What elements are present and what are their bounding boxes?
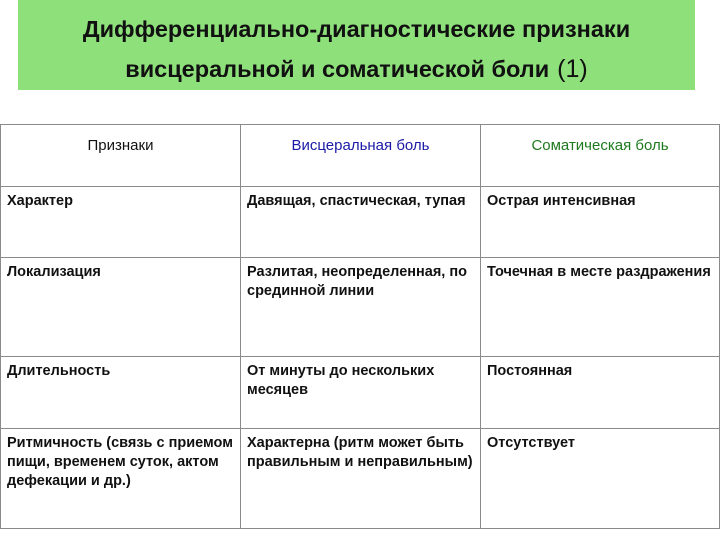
row-visceral: Давящая, спастическая, тупая (241, 187, 481, 258)
table-row (1, 258, 720, 357)
comparison-table (0, 124, 720, 529)
row-sign: Характер (1, 187, 241, 258)
table-header-row (1, 125, 720, 187)
row-somatic: Точечная в месте раздражения (481, 258, 720, 357)
row-sign: Длительность (1, 357, 241, 429)
table-row (1, 357, 720, 429)
title-suffix: (1) (557, 55, 588, 83)
row-visceral: Характерна (ритм может быть правильным и неправильным) (241, 429, 481, 529)
row-visceral: Разлитая, неопределенная, по срединной линии (241, 258, 481, 357)
header-signs: Признаки (1, 125, 241, 187)
row-sign: Ритмичность (связь с приемом пищи, временем суток, актом дефекации и др.) (1, 429, 241, 529)
title-line-2 (18, 49, 695, 89)
row-somatic: Постоянная (481, 357, 720, 429)
table-row (1, 187, 720, 258)
title-line-2-text: висцеральной и соматической боли (125, 56, 550, 82)
slide-title (18, 0, 695, 90)
header-visceral-pain: Висцеральная боль (241, 125, 481, 187)
row-somatic: Отсутствует (481, 429, 720, 529)
title-line-1: Дифференциально-диагностические признаки (82, 16, 631, 42)
row-sign: Локализация (1, 258, 241, 357)
table-row (1, 429, 720, 529)
row-somatic: Острая интенсивная (481, 187, 720, 258)
header-somatic-pain: Соматическая боль (481, 125, 720, 187)
row-visceral: От минуты до нескольких месяцев (241, 357, 481, 429)
